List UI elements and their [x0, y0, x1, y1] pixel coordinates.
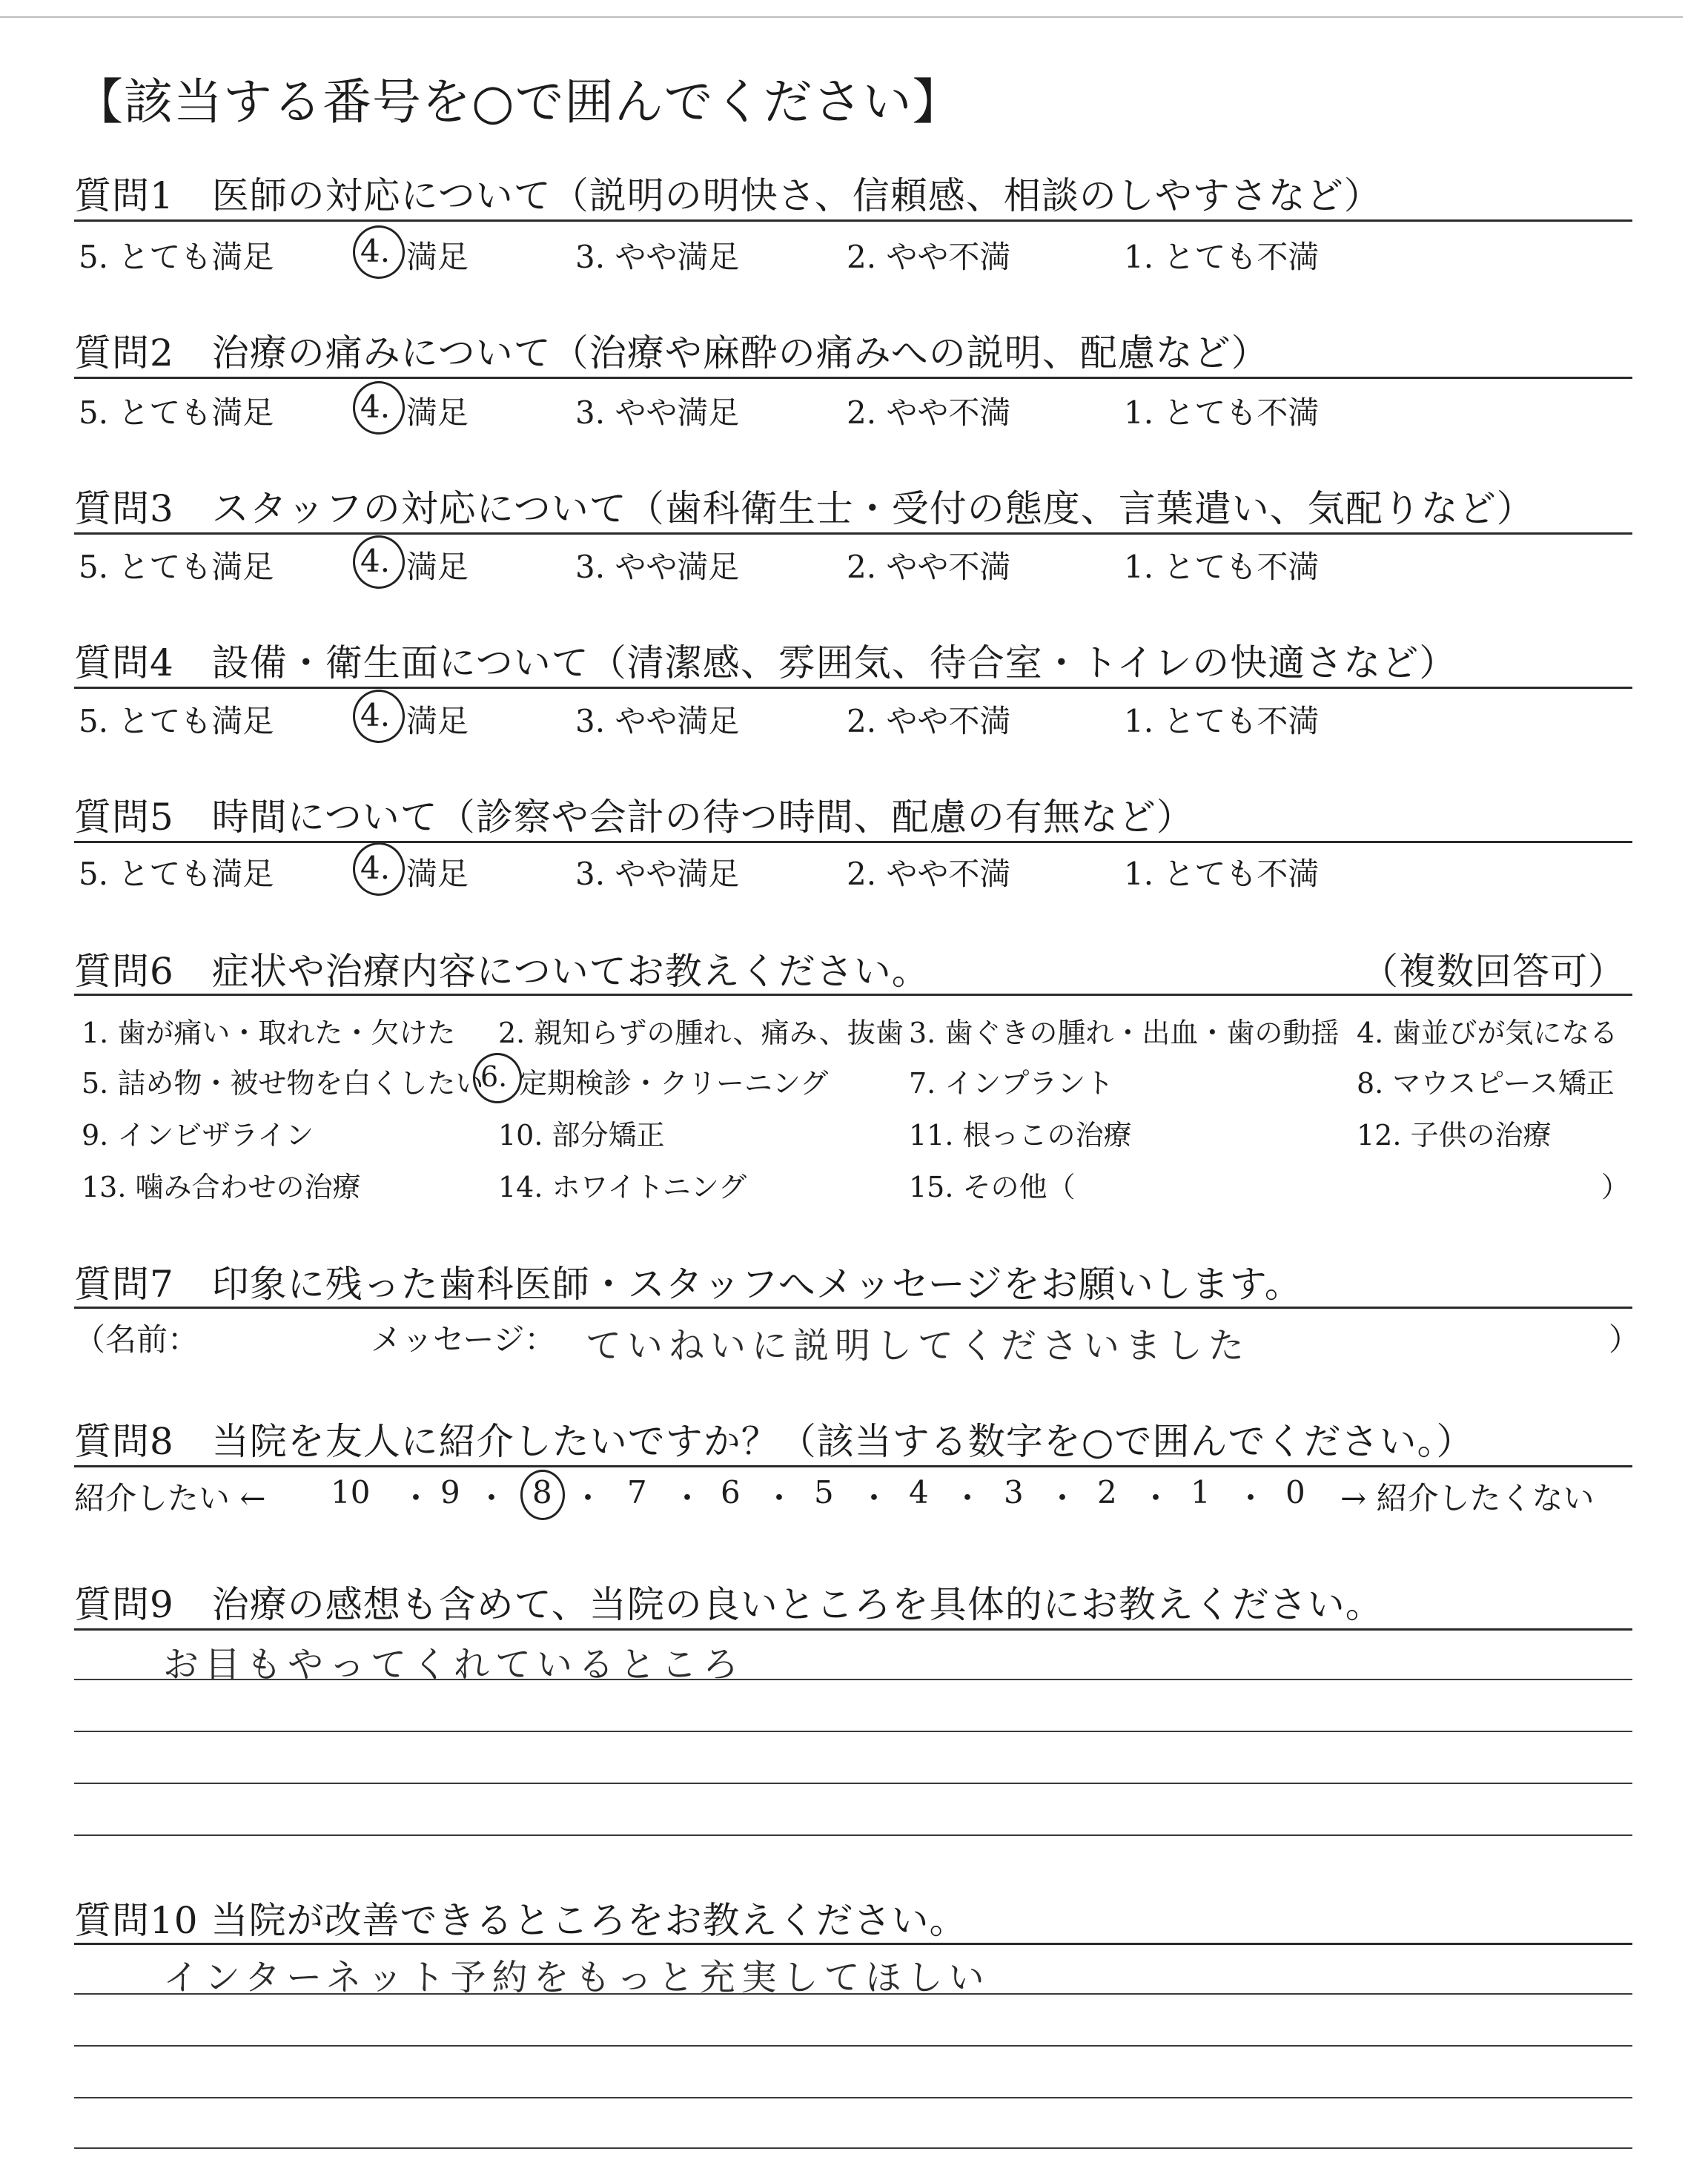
scale-dot: ・ — [1047, 1480, 1079, 1516]
question-6-rule — [74, 994, 1632, 996]
scale-dot: ・ — [400, 1480, 432, 1516]
list-item-number: 6. — [480, 1060, 508, 1093]
question-1-title: 質問1 医師の対応について（説明の明快さ、信頼感、相談のしやすさなど） — [74, 174, 1382, 217]
scale-dot: ・ — [1140, 1480, 1172, 1516]
list-item: 14. ホワイトニング — [498, 1171, 747, 1203]
hand-circle-mark — [353, 225, 405, 279]
answer-line — [74, 2147, 1632, 2149]
option-4-label: 満足 — [406, 394, 469, 431]
option-3: 3. やや満足 — [575, 239, 740, 275]
option-5: 5. とても満足 — [79, 703, 274, 739]
option-4-number: 4. — [360, 389, 391, 425]
answer-line — [74, 1993, 1632, 1995]
answer-line — [74, 1834, 1632, 1836]
hand-circle-mark — [520, 1470, 565, 1520]
option-4-number: 4. — [360, 543, 391, 579]
option-1: 1. とても不満 — [1124, 856, 1320, 892]
answer-line — [74, 1679, 1632, 1680]
scale-dot: ・ — [858, 1480, 890, 1516]
scale-value: 1 — [1191, 1474, 1211, 1510]
list-item: 3. 歯ぐきの腫れ・出血・歯の動揺 — [909, 1017, 1340, 1049]
scale-value: 5 — [814, 1474, 834, 1510]
list-item: 2. 親知らずの腫れ、痛み、抜歯 — [498, 1017, 904, 1049]
list-item: 9. インビザライン — [82, 1119, 314, 1152]
option-3: 3. やや満足 — [575, 394, 740, 431]
hand-circle-mark — [473, 1053, 522, 1103]
option-5: 5. とても満足 — [79, 239, 274, 275]
scale-value: 9 — [440, 1474, 460, 1510]
list-item-close: ） — [1601, 1171, 1630, 1203]
scale-value: 4 — [909, 1474, 929, 1510]
list-item: 12. 子供の治療 — [1357, 1119, 1552, 1152]
option-3: 3. やや満足 — [575, 549, 740, 585]
question-1-rule — [74, 219, 1632, 222]
option-1: 1. とても不満 — [1124, 549, 1320, 585]
handwritten-answer: お目もやってくれているところ — [163, 1644, 745, 1685]
option-4-label: 満足 — [406, 703, 469, 739]
question-3-rule — [74, 532, 1632, 535]
option-5: 5. とても満足 — [79, 549, 274, 585]
question-9-rule — [74, 1628, 1632, 1631]
question-4-rule — [74, 687, 1632, 689]
handwritten-message: ていねいに説明してくださいました — [586, 1325, 1251, 1367]
scale-value: 6 — [721, 1474, 741, 1510]
question-8-title: 質問8 当院を友人に紹介したいですか？（該当する数字を○で囲んでください。） — [74, 1420, 1474, 1463]
hand-circle-mark — [353, 690, 405, 743]
scale-dot: ・ — [952, 1480, 984, 1516]
handwritten-answer: インターネット予約をもっと充実してほしい — [163, 1957, 990, 1998]
message-close: ） — [1609, 1321, 1641, 1358]
question-7-rule — [74, 1307, 1632, 1309]
option-2: 2. やや不満 — [847, 856, 1011, 892]
question-4-title: 質問4 設備・衛生面について（清潔感、雰囲気、待合室・トイレの快適さなど） — [74, 641, 1457, 684]
list-item: 15. その他（ — [909, 1171, 1076, 1203]
list-item: 8. マウスピース矯正 — [1357, 1067, 1615, 1100]
option-4-label: 満足 — [406, 239, 469, 275]
option-5: 5. とても満足 — [79, 394, 274, 431]
list-item: 13. 噛み合わせの治療 — [82, 1171, 361, 1203]
question-10-title: 質問10 当院が改善できるところをお教えください。 — [74, 1899, 967, 1942]
scale-left-label: 紹介したい ← — [74, 1480, 266, 1516]
option-3: 3. やや満足 — [575, 703, 740, 739]
scale-dot: ・ — [572, 1480, 604, 1516]
option-4-label: 満足 — [406, 856, 469, 892]
question-2-rule — [74, 377, 1632, 379]
option-3: 3. やや満足 — [575, 856, 740, 892]
list-item: 5. 詰め物・被せ物を白くしたい — [82, 1067, 484, 1100]
answer-line — [74, 2045, 1632, 2047]
question-10-rule — [74, 1943, 1632, 1945]
question-5-rule — [74, 841, 1632, 843]
hand-circle-mark — [353, 381, 405, 435]
answer-line — [74, 1783, 1632, 1784]
question-8-rule — [74, 1465, 1632, 1467]
scale-dot: ・ — [672, 1480, 704, 1516]
scale-value: 2 — [1097, 1474, 1117, 1510]
scan-edge-line — [0, 16, 1683, 18]
scale-dot: ・ — [764, 1480, 795, 1516]
option-4-number: 4. — [360, 233, 391, 269]
list-item: 定期検診・クリーニング — [519, 1067, 829, 1100]
option-2: 2. やや不満 — [847, 549, 1011, 585]
list-item: 4. 歯並びが気になる — [1357, 1017, 1618, 1049]
question-7-title: 質問7 印象に残った歯科医師・スタッフへメッセージをお願いします。 — [74, 1263, 1302, 1306]
option-2: 2. やや不満 — [847, 239, 1011, 275]
question-6-note: （複数回答可） — [1361, 950, 1626, 993]
scale-value: 8 — [532, 1474, 552, 1510]
answer-line — [74, 1731, 1632, 1732]
option-4-number: 4. — [360, 850, 391, 886]
option-1: 1. とても不満 — [1124, 239, 1320, 275]
option-4-label: 満足 — [406, 549, 469, 585]
list-item: 10. 部分矯正 — [498, 1119, 665, 1152]
list-item: 1. 歯が痛い・取れた・欠けた — [82, 1017, 456, 1049]
scale-value: 10 — [331, 1474, 371, 1510]
hand-circle-mark — [353, 842, 405, 896]
option-2: 2. やや不満 — [847, 394, 1011, 431]
option-5: 5. とても満足 — [79, 856, 274, 892]
option-2: 2. やや不満 — [847, 703, 1011, 739]
hand-circle-mark — [353, 535, 405, 589]
question-9-title: 質問9 治療の感想も含めて、当院の良いところを具体的にお教えください。 — [74, 1583, 1383, 1626]
list-item: 7. インプラント — [909, 1067, 1114, 1100]
option-1: 1. とても不満 — [1124, 703, 1320, 739]
answer-line — [74, 2097, 1632, 2098]
instruction-header: 【該当する番号を○で囲んでください】 — [74, 73, 962, 131]
list-item: 11. 根っこの治療 — [909, 1119, 1132, 1152]
scale-dot: ・ — [1235, 1480, 1267, 1516]
question-5-title: 質問5 時間について（診察や会計の待つ時間、配慮の有無など） — [74, 796, 1194, 839]
option-1: 1. とても不満 — [1124, 394, 1320, 431]
scale-value: 0 — [1285, 1474, 1305, 1510]
question-2-title: 質問2 治療の痛みについて（治療や麻酔の痛みへの説明、配慮など） — [74, 331, 1269, 374]
message-label: メッセージ： — [371, 1321, 556, 1358]
question-6-title: 質問6 症状や治療内容についてお教えください。 — [74, 950, 930, 993]
name-label: （名前： — [74, 1321, 199, 1358]
question-3-title: 質問3 スタッフの対応について（歯科衛生士・受付の態度、言葉遣い、気配りなど） — [74, 487, 1535, 530]
scale-dot: ・ — [476, 1480, 508, 1516]
option-4-number: 4. — [360, 697, 391, 733]
scale-value: 7 — [627, 1474, 647, 1510]
scale-value: 3 — [1004, 1474, 1024, 1510]
scale-right-label: → 紹介したくない — [1340, 1480, 1595, 1516]
